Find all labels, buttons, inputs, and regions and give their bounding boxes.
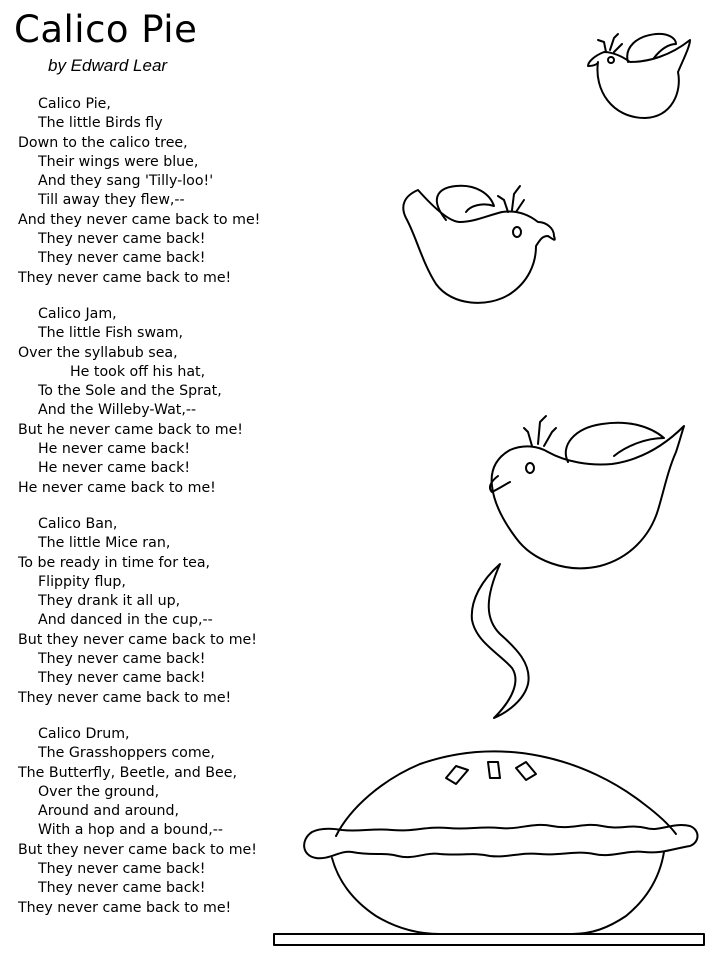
poem-line: With a hop and a bound,--: [38, 822, 223, 839]
poem-line: They never came back!: [38, 670, 206, 687]
poem-line: Calico Drum,: [38, 725, 130, 742]
poem-line: He never came back to me!: [18, 479, 216, 496]
poem-line: Till away they flew,--: [38, 192, 185, 209]
poem-line: They drank it all up,: [38, 593, 181, 610]
poem-line: He never came back!: [38, 441, 191, 458]
poem-line: They never came back!: [38, 231, 206, 248]
poem-line: Calico Jam,: [38, 305, 117, 322]
poem-line: Over the ground,: [38, 783, 160, 800]
poem-line: But he never came back to me!: [18, 421, 243, 438]
poem-line: Down to the calico tree,: [18, 134, 188, 151]
poem-line: The little Fish swam,: [38, 325, 184, 342]
steam-icon: [472, 564, 529, 718]
bird-icon: [403, 186, 554, 303]
poem-line: The little Birds fly: [38, 115, 163, 132]
poem-line: Over the syllabub sea,: [18, 344, 178, 361]
poem-line: They never came back!: [38, 651, 206, 668]
poem-line: They never came back to me!: [18, 899, 232, 916]
poem-line: But they never came back to me!: [18, 631, 257, 648]
poem-line: And they sang 'Tilly-loo!': [38, 173, 214, 190]
poem-line: Their wings were blue,: [38, 153, 199, 170]
poem-line: He took off his hat,: [70, 363, 206, 380]
page-title: Calico Pie: [14, 8, 198, 51]
poem-line: They never came back!: [38, 880, 206, 897]
bird-icon: [588, 34, 690, 118]
poem-line: And danced in the cup,--: [38, 612, 213, 629]
author-byline: by Edward Lear: [48, 56, 168, 75]
poem-line: They never came back!: [38, 250, 206, 267]
poem-line: And the Willeby-Wat,--: [38, 402, 197, 419]
poem-line: They never came back!: [38, 860, 206, 877]
poem-line: To be ready in time for tea,: [18, 554, 211, 571]
poem-line: And they never came back to me!: [18, 211, 261, 228]
poem-line: Calico Ban,: [38, 515, 118, 532]
poem-line: He never came back!: [38, 460, 191, 477]
poem-line: To the Sole and the Sprat,: [38, 383, 222, 400]
poem-line: The Grasshoppers come,: [38, 745, 215, 762]
poem-line: Calico Pie,: [38, 96, 111, 112]
bird-icon: [490, 416, 684, 568]
poem-line: The Butterfly, Beetle, and Bee,: [18, 764, 238, 781]
poem-line: Around and around,: [38, 803, 180, 820]
poem-line: They never came back to me!: [18, 269, 232, 286]
poem-line: The little Mice ran,: [38, 535, 171, 552]
poem-line: They never came back to me!: [18, 689, 232, 706]
poem-line: But they never came back to me!: [18, 841, 257, 858]
pie-icon: [274, 751, 704, 945]
poem-line: Flippity flup,: [38, 573, 126, 590]
